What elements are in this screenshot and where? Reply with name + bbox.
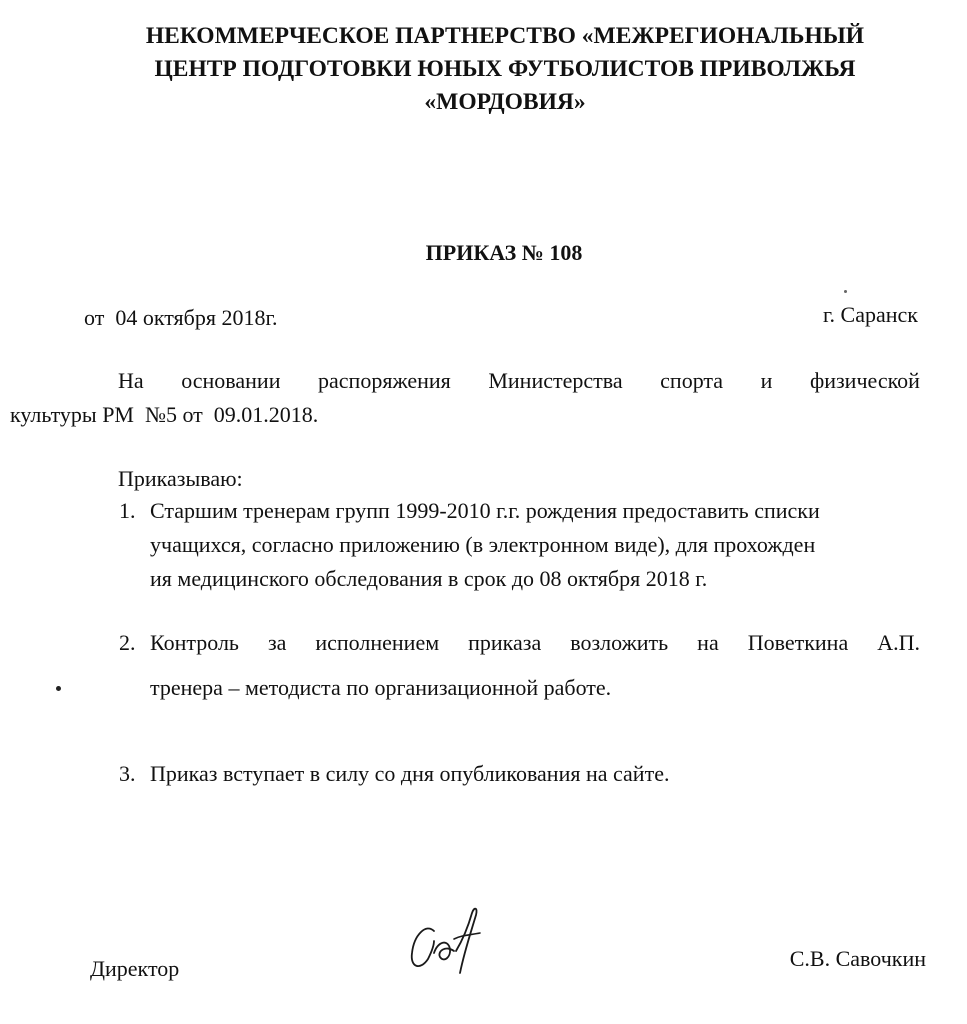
item-word: Поветкина xyxy=(747,630,849,655)
basis-word: На xyxy=(118,368,144,393)
item-text-line: Старшим тренерам групп 1999-2010 г.г. рождения предоставить списки xyxy=(150,498,820,523)
item-text xyxy=(150,626,920,705)
item-word: приказа xyxy=(468,630,542,655)
basis-word: и xyxy=(760,368,773,393)
item-word: возложить xyxy=(570,630,669,655)
signer-name: С.В. Савочкин xyxy=(789,946,926,971)
order-date: от 04 октября 2018г. xyxy=(84,305,278,330)
item-word: исполнением xyxy=(315,630,440,655)
signer-title: Директор xyxy=(90,956,180,981)
item-word: А.П. xyxy=(877,630,920,655)
basis-line-2: культуры РМ №5 от 09.01.2018. xyxy=(10,402,319,427)
item-text-line: тренера – методиста по организационной работе. xyxy=(150,675,612,700)
orders-heading: Приказываю: xyxy=(118,466,243,491)
handwritten-signature xyxy=(404,905,494,980)
basis-line-1 xyxy=(10,364,920,398)
item-number: 3. xyxy=(119,761,136,786)
basis-word: Министерства xyxy=(488,368,623,393)
item-text-line: ия медицинского обследования в срок до 08 октября 2018 г. xyxy=(150,566,708,591)
basis-word: распоряжения xyxy=(318,368,451,393)
item-word: за xyxy=(267,630,287,655)
scan-speck xyxy=(844,290,847,293)
item-text-line: учащихся, согласно приложению (в электронном виде), для прохожден xyxy=(150,532,816,557)
item-number: 1. xyxy=(119,498,136,523)
header-line-2: ЦЕНТР ПОДГОТОВКИ ЮНЫХ ФУТБОЛИСТОВ ПРИВОЛЖЬЯ xyxy=(154,56,856,82)
item-word: Контроль xyxy=(150,630,239,655)
item-text xyxy=(150,494,820,596)
organization-header xyxy=(60,20,950,119)
basis-word: спорта xyxy=(660,368,724,393)
item-number: 2. xyxy=(119,630,136,655)
basis-paragraph xyxy=(10,364,920,432)
order-title: ПРИКАЗ № 108 xyxy=(425,240,583,265)
basis-word: основании xyxy=(181,368,281,393)
header-line-1: НЕКОММЕРЧЕСКОЕ ПАРТНЕРСТВО «МЕЖРЕГИОНАЛЬНЫЙ xyxy=(145,23,865,49)
item-text: Приказ вступает в силу со дня опубликования на сайте. xyxy=(150,761,670,786)
header-line-3: «МОРДОВИЯ» xyxy=(424,89,586,115)
basis-word: физической xyxy=(809,368,920,393)
item-word: на xyxy=(697,630,719,655)
scan-speck xyxy=(56,686,61,691)
item-text-line xyxy=(150,626,920,660)
order-city: г. Саранск xyxy=(823,302,918,327)
